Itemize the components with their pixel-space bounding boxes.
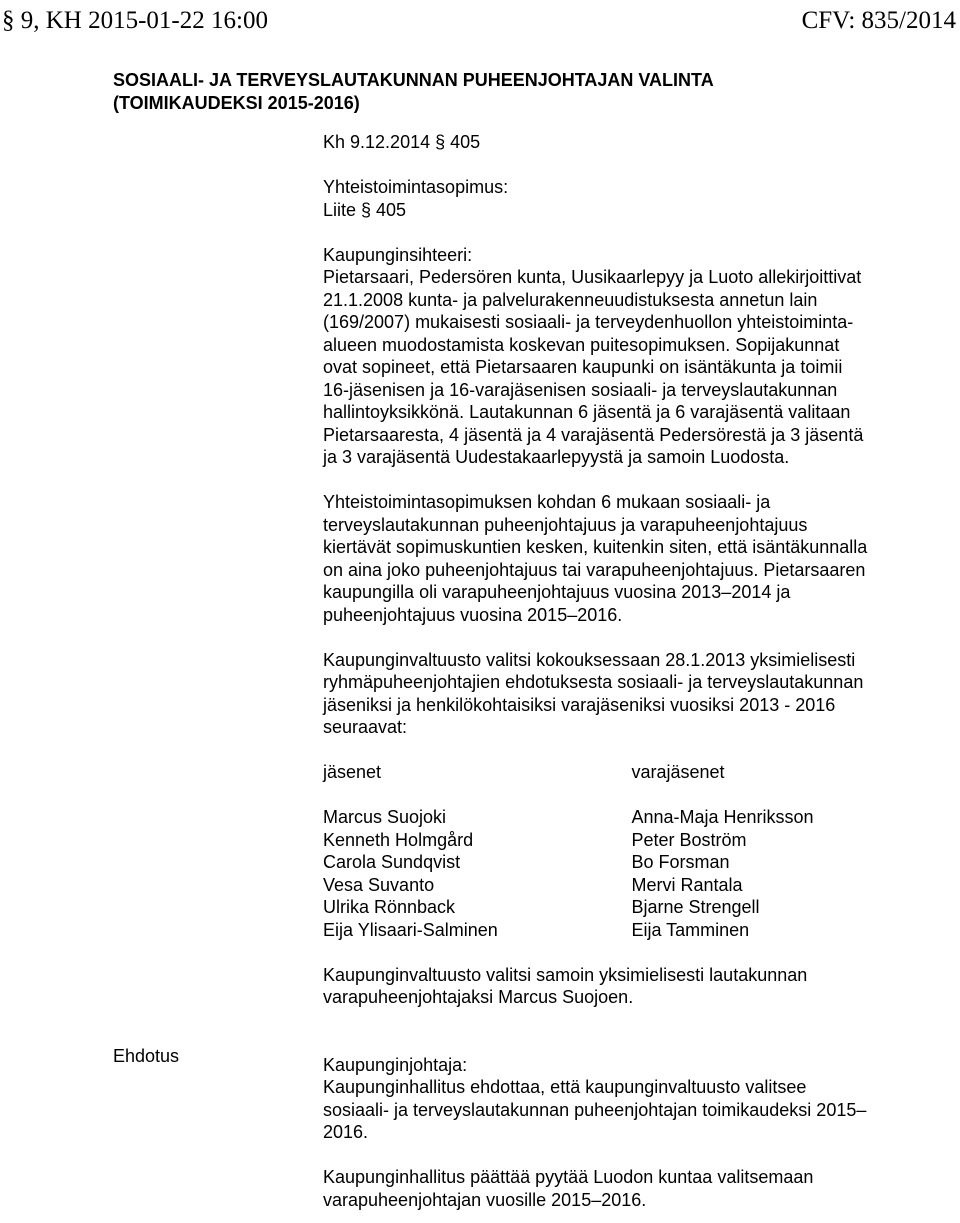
paragraph-background: Pietarsaari, Pedersören kunta, Uusikaarlepyy ja Luoto allekirjoittivat 21.1.2008 kunta- ja palvelurakenneuudistuksesta annetun lain (169/2007) mukaisesti sosiaali- ja terveydenhuollon yhteistoiminta-alueen muodostamista koskevan puitesopimuksen. Sopijakunnat ovat sopineet, että Pietarsaaren kaupunki on isäntäkunta ja toimii 16-jäsenisen ja 16-varajäsenisen sosiaali- ja terveyslautakunnan hallintoyksikkönä. Lautakunnan 6 jäsentä ja 6 varajäsentä valitaan Pietarsaaresta, 4 jäsentä ja 4 varajäsentä Pedersörestä ja 3 jäsentä ja 3 varajäsentä Uudestakaarlepyystä ja samoin Luodosta.	[323, 267, 864, 467]
proposal-margin-label: Ehdotus	[113, 1046, 180, 1066]
paragraph-rotation: Yhteistoimintasopimuksen kohdan 6 mukaan sosiaali- ja terveyslautakunnan puheenjohtajuus ja varapuheenjohtajuus kiertävät sopimuskuntien kesken, kuitenkin siten, että isäntäkunnalla on aina joko puheenjohtajuus tai varapuheenjohtajuus. Pietarsaaren kaupungilla oli varapuheenjohtajuus vuosina 2013–2014 ja puheenjohtajuus vuosina 2015–2016.	[323, 492, 868, 625]
paragraph-election: Kaupunginvaltuusto valitsi kokouksessaan 28.1.2013 yksimielisesti ryhmäpuheenjohtajien ehdotuksesta sosiaali- ja terveyslautakunnan jäseniksi ja henkilökohtaisiksi varajäseniksi vuosiksi 2013 - 2016 seuraavat:	[323, 649, 864, 737]
document-title: SOSIAALI- JA TERVEYSLAUTAKUNNAN PUHEENJOHTAJAN VALINTA (TOIMIKAUDEKSI 2015-2016)	[113, 70, 714, 113]
main-content	[323, 131, 868, 1211]
deputy-name: Peter Boström	[631, 829, 747, 850]
member-name: Eija Ylisaari-Salminen	[323, 919, 498, 940]
deputy-name: Anna-Maja Henriksson	[631, 807, 814, 827]
deputy-name: Mervi Rantala	[631, 874, 743, 895]
members-column	[323, 761, 631, 941]
deputies-column	[631, 761, 868, 941]
member-name: Kenneth Holmgård	[323, 829, 474, 850]
attachment-value: Liite § 405	[323, 199, 407, 220]
proposal-text: Kaupunginhallitus ehdottaa, että kaupunginvaltuusto valitsee sosiaali- ja terveyslautakunnan puheenjohtajan toimikaudeksi 2015–2016.	[323, 1077, 867, 1142]
header-case-number: CFV: 835/2014	[801, 7, 956, 34]
deputy-name: Bo Forsman	[631, 852, 730, 872]
deputy-name: Bjarne Strengell	[631, 897, 760, 917]
preparer-label: Kaupunginsihteeri:	[323, 244, 473, 265]
decision-text: Kaupunginhallitus päättää pyytää Luodon kuntaa valitsemaan varapuheenjohtajan vuosille 2015–2016.	[323, 1167, 814, 1210]
members-header: jäsenet	[323, 762, 382, 782]
paragraph-vice-chair: Kaupunginvaltuusto valitsi samoin yksimielisesti lautakunnan varapuheenjohtajaksi Marcus Suojoen.	[323, 964, 808, 1007]
member-name: Marcus Suojoki	[323, 807, 447, 827]
member-name: Carola Sundqvist	[323, 852, 461, 872]
reference-line: Kh 9.12.2014 § 405	[323, 132, 481, 152]
member-name: Ulrika Rönnback	[323, 897, 456, 917]
header-section-date: § 9, KH 2015-01-22 16:00	[2, 7, 268, 34]
member-name: Vesa Suvanto	[323, 874, 435, 895]
members-table	[323, 761, 868, 941]
attachment-label: Yhteistoimintasopimus:	[323, 177, 509, 197]
deputy-name: Eija Tamminen	[631, 919, 750, 940]
deputies-header: varajäsenet	[631, 762, 725, 782]
proposer-label: Kaupunginjohtaja:	[323, 1054, 468, 1075]
